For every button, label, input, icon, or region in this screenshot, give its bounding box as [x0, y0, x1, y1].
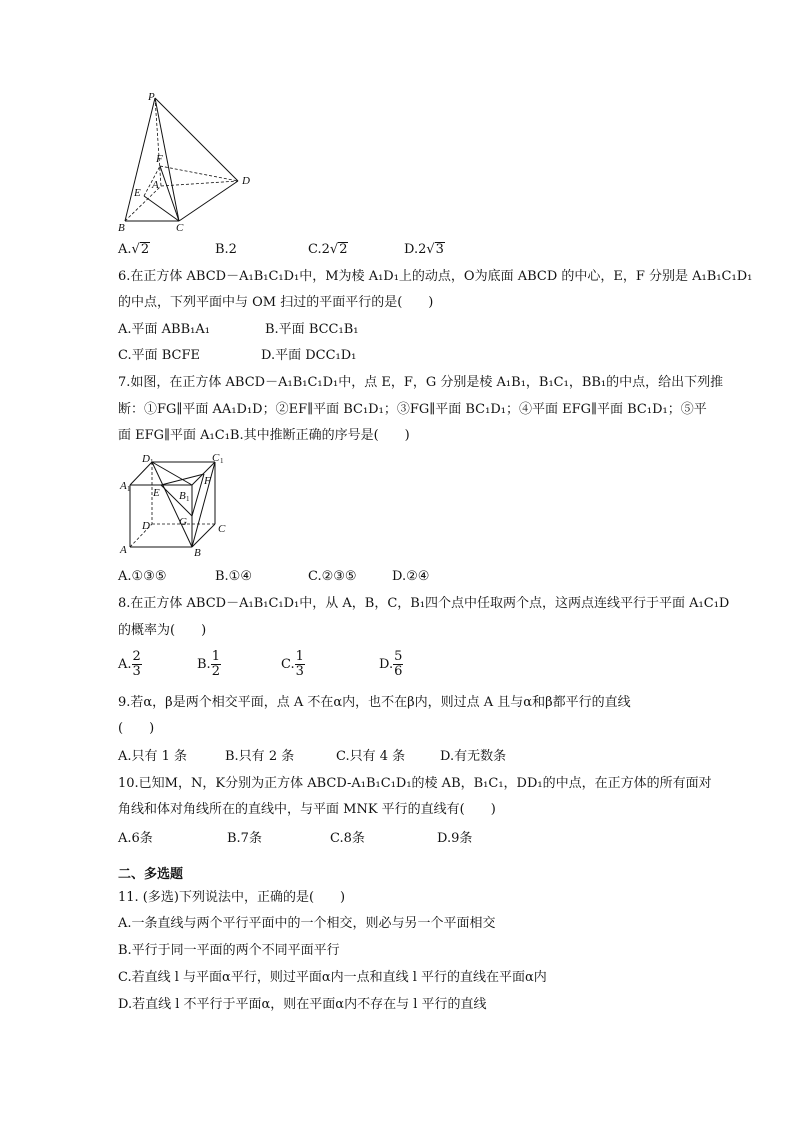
edge-ba [125, 186, 161, 221]
fraction [393, 650, 403, 679]
q8-option-c[interactable] [281, 650, 305, 679]
q9-stem-line2: ( ) [118, 721, 155, 736]
label-a: A [152, 179, 159, 191]
q5-option-a[interactable] [118, 240, 150, 260]
q5-option-c-radicand: 2 [339, 242, 348, 257]
label-b1: B [179, 490, 186, 502]
fraction [211, 650, 221, 679]
q9-option-b[interactable]: B.只有 2 条 [225, 749, 295, 764]
label-d: D [142, 520, 150, 532]
q8-stem-line2: 的概率为( ) [118, 623, 207, 638]
q5-option-c[interactable] [308, 240, 348, 260]
q5-option-d-prefix: D.2 [404, 242, 427, 257]
q11-option-a[interactable]: A.一条直线与两个平行平面中的一个相交，则必与另一个平面相交 [118, 916, 496, 931]
q5-option-a-radicand: 2 [140, 242, 150, 257]
label-d1-sub: 1 [150, 458, 154, 466]
label-b1-sub: 1 [186, 495, 190, 503]
q7-stem-line1: 7.如图，在正方体 ABCD－A₁B₁C₁D₁中，点 E，F，G 分别是棱 A₁B₁，B₁C₁，BB₁的中点，给出下列推 [118, 375, 724, 390]
label-c1: C [212, 452, 220, 464]
label-b: B [194, 547, 201, 559]
numerator: 1 [211, 649, 220, 664]
q8-stem-line1: 8.在正方体 ABCD－A₁B₁C₁D₁中，从 A，B，C，B₁四个点中任取两个点，这两点连线平行于平面 A₁C₁D [118, 596, 730, 611]
q7-stem-line3: 面 EFG∥平面 A₁C₁B.其中推断正确的序号是( ) [118, 428, 410, 443]
q7-option-b[interactable]: B.①④ [215, 569, 252, 584]
numerator: 2 [132, 649, 141, 664]
label-d: D [242, 175, 250, 187]
denominator: 3 [295, 664, 304, 679]
q10-stem-line2: 角线和体对角线所在的直线中，与平面 MNK 平行的直线有( ) [118, 802, 496, 817]
q5-option-d[interactable] [404, 240, 445, 260]
q5-option-a-prefix: A. [118, 242, 132, 257]
q8-option-d-prefix: D. [379, 657, 394, 672]
label-f: F [156, 153, 163, 165]
q7-option-d[interactable]: D.②④ [392, 569, 430, 584]
q9-option-d[interactable]: D.有无数条 [440, 749, 507, 764]
q6-option-d[interactable]: D.平面 DCC₁D₁ [261, 348, 357, 363]
q6-option-a[interactable]: A.平面 ABB₁A₁ [118, 322, 210, 337]
q7-stem-line2: 断：①FG∥平面 AA₁D₁D；②EF∥平面 BC₁D₁；③FG∥平面 BC₁D₁；④平面 EFG∥平面 BC₁D₁；⑤平 [118, 402, 707, 417]
label-a1: A [120, 480, 127, 492]
label-c1-sub: 1 [220, 457, 224, 465]
q11-option-b[interactable]: B.平行于同一平面的两个不同平面平行 [118, 943, 340, 958]
q10-stem-line1: 10.已知M，N，K分别为正方体 ABCD-A₁B₁C₁D₁的棱 AB，B₁C₁，DD₁的中点，在正方体的所有面对 [118, 776, 712, 791]
label-g: G [179, 516, 187, 528]
sqrt-symbol: √ [329, 242, 339, 257]
q6-option-c[interactable]: C.平面 BCFE [118, 348, 200, 363]
sqrt-symbol: √ [426, 242, 435, 257]
label-e: E [153, 487, 160, 499]
denominator: 6 [394, 664, 403, 679]
section-title-multiple-choice: 二、多选题 [118, 867, 184, 882]
q6-stem-line1: 6.在正方体 ABCD－A₁B₁C₁D₁中，M为棱 A₁D₁上的动点，O为底面 ABCD 的中心，E，F 分别是 A₁B₁C₁D₁ [118, 269, 753, 284]
edge-d1-c1-diag [152, 462, 192, 485]
label-a: A [120, 544, 127, 556]
label-p: P [148, 91, 155, 103]
label-a1-sub: 1 [127, 485, 131, 493]
q8-option-b-prefix: B. [197, 657, 211, 672]
label-c: C [176, 222, 184, 234]
edge-b-d1 [152, 462, 192, 547]
edge-a1-d1 [130, 462, 152, 485]
q8-option-c-prefix: C. [281, 657, 295, 672]
numerator: 1 [295, 649, 304, 664]
label-d1: D [142, 453, 150, 465]
edge-cd [179, 181, 238, 221]
q5-option-b[interactable]: B.2 [215, 242, 237, 257]
fraction [132, 650, 142, 679]
q11-option-d[interactable]: D.若直线 l 不平行于平面α，则在平面α内不存在与 l 平行的直线 [118, 997, 487, 1012]
q5-option-c-prefix: C.2 [308, 242, 330, 257]
cube-figure [112, 450, 237, 560]
label-b: B [118, 222, 125, 234]
q5-option-d-radicand: 3 [435, 242, 444, 257]
q8-option-d[interactable] [379, 650, 403, 679]
edge-pb [125, 98, 155, 221]
q8-option-b[interactable] [197, 650, 221, 679]
q8-option-a-prefix: A. [118, 657, 132, 672]
q7-option-c[interactable]: C.②③⑤ [308, 569, 357, 584]
q10-option-a[interactable]: A.6条 [118, 831, 153, 846]
pyramid-figure [112, 88, 262, 238]
label-f: F [204, 475, 211, 487]
label-e: E [134, 187, 141, 199]
q11-stem: 11. (多选)下列说法中，正确的是( ) [118, 890, 346, 905]
q10-option-b[interactable]: B.7条 [227, 831, 262, 846]
q8-option-a[interactable] [118, 650, 142, 679]
q11-option-c[interactable]: C.若直线 l 与平面α平行，则过平面α内一点和直线 l 平行的直线在平面α内 [118, 970, 547, 985]
edge-fd [160, 166, 238, 181]
denominator: 3 [132, 664, 141, 679]
q7-option-a[interactable]: A.①③⑤ [118, 569, 167, 584]
q9-option-c[interactable]: C.只有 4 条 [336, 749, 406, 764]
q10-option-c[interactable]: C.8条 [330, 831, 365, 846]
q9-stem-line1: 9.若α，β是两个相交平面，点 A 不在α内，也不在β内，则过点 A 且与α和β都平行的直线 [118, 695, 631, 710]
fraction [295, 650, 305, 679]
label-c: C [218, 523, 226, 535]
numerator: 5 [394, 649, 403, 664]
edge-ad [161, 181, 238, 186]
q9-option-a[interactable]: A.只有 1 条 [118, 749, 188, 764]
q6-option-b[interactable]: B.平面 BCC₁B₁ [265, 322, 359, 337]
edge-pd [155, 98, 238, 181]
q10-option-d[interactable]: D.9条 [437, 831, 473, 846]
edge-ce [144, 196, 179, 221]
denominator: 2 [211, 664, 220, 679]
q6-stem-line2: 的中点，下列平面中与 OM 扫过的平面平行的是( ) [118, 295, 434, 310]
sqrt-symbol: √ [131, 242, 140, 257]
